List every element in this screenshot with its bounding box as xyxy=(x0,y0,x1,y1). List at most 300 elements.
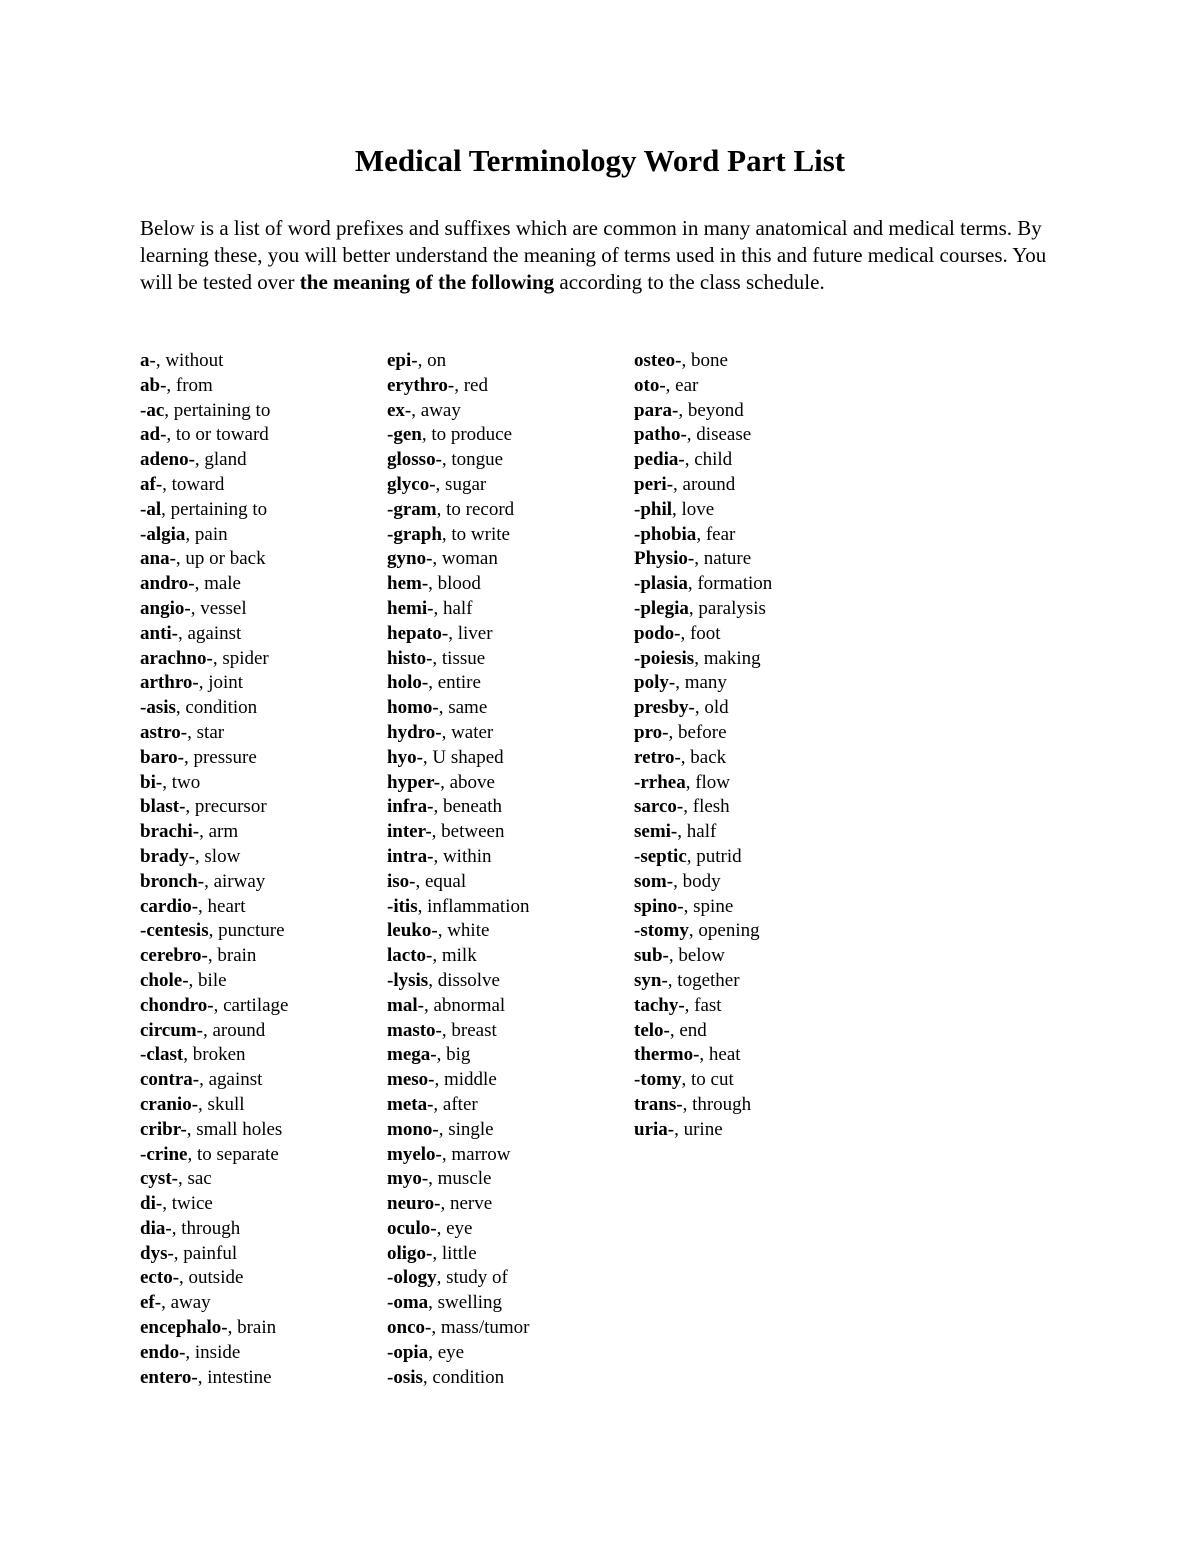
word-part-item xyxy=(387,969,530,994)
page-title: Medical Terminology Word Part List xyxy=(354,143,846,178)
word-part-meaning: , marrow xyxy=(441,1143,511,1165)
word-part-meaning: , eye xyxy=(436,1217,473,1239)
word-part-meaning: , disease xyxy=(686,424,752,446)
word-part-term: -clast xyxy=(140,1044,184,1066)
word-part-term: af- xyxy=(140,473,163,495)
word-part-item xyxy=(387,771,530,796)
word-part-term: iso- xyxy=(387,870,416,892)
word-part-meaning: , liver xyxy=(448,622,493,644)
word-part-meaning: , sac xyxy=(177,1168,212,1190)
word-part-term: mono- xyxy=(387,1118,439,1140)
word-part-meaning: , bone xyxy=(681,350,728,371)
word-part-item xyxy=(634,349,772,374)
word-part-meaning: , half xyxy=(677,821,717,843)
word-part-item xyxy=(634,820,772,845)
word-part-item xyxy=(387,1366,530,1391)
word-part-item xyxy=(634,1093,772,1118)
word-part-meaning: , white xyxy=(437,920,490,942)
word-part-meaning: , water xyxy=(441,721,494,743)
word-part-term: osteo- xyxy=(634,350,682,371)
word-part-item xyxy=(634,919,772,944)
word-part-item xyxy=(387,423,530,448)
word-part-term: -asis xyxy=(140,697,176,719)
word-part-meaning: , blood xyxy=(428,573,481,595)
word-part-term: baro- xyxy=(140,746,184,768)
word-part-term: sub- xyxy=(634,945,669,967)
word-part-term: chole- xyxy=(140,969,189,991)
word-part-meaning: , before xyxy=(668,721,727,743)
word-part-item xyxy=(387,696,530,721)
word-part-meaning: , woman xyxy=(432,548,498,570)
word-part-meaning: , two xyxy=(162,771,201,793)
word-part-item xyxy=(140,1093,288,1118)
word-part-meaning: , love xyxy=(672,498,715,520)
word-part-term: contra- xyxy=(140,1069,200,1091)
word-part-meaning: , inside xyxy=(185,1341,241,1363)
word-part-term: onco- xyxy=(387,1317,432,1339)
word-part-term: circum- xyxy=(140,1019,203,1041)
word-part-meaning: , between xyxy=(431,821,505,843)
word-part-item xyxy=(387,1242,530,1267)
word-part-meaning: , equal xyxy=(415,870,467,892)
word-part-meaning: , up or back xyxy=(175,548,266,570)
word-part-term: ana- xyxy=(140,548,176,570)
word-part-meaning: , away xyxy=(161,1292,211,1314)
word-part-meaning: , pertaining to xyxy=(161,498,268,520)
word-part-term: dia- xyxy=(140,1217,172,1239)
word-part-item xyxy=(140,399,288,424)
word-part-term: di- xyxy=(140,1193,163,1215)
word-part-term: poly- xyxy=(634,672,676,694)
word-part-meaning: , eye xyxy=(428,1341,465,1363)
word-part-item xyxy=(140,374,288,399)
word-part-meaning: , abnormal xyxy=(423,994,506,1016)
word-part-term: intra- xyxy=(387,845,434,867)
word-part-meaning: , against xyxy=(178,622,242,644)
word-part-meaning: , inflammation xyxy=(417,895,530,917)
word-part-item xyxy=(387,374,530,399)
word-part-meaning: , slow xyxy=(194,845,241,867)
word-part-term: oculo- xyxy=(387,1217,437,1239)
word-part-item xyxy=(387,1316,530,1341)
word-part-term: uria- xyxy=(634,1118,675,1140)
word-part-item xyxy=(634,696,772,721)
word-part-item xyxy=(140,895,288,920)
word-part-item xyxy=(387,795,530,820)
word-part-item xyxy=(387,1291,530,1316)
word-part-item xyxy=(140,1118,288,1143)
word-part-term: meta- xyxy=(387,1093,434,1115)
word-part-item xyxy=(140,696,288,721)
word-part-term: neuro- xyxy=(387,1193,441,1215)
word-part-term: meso- xyxy=(387,1069,435,1091)
word-part-meaning: , formation xyxy=(687,573,773,595)
word-part-meaning: , tongue xyxy=(441,449,504,471)
word-part-term: -stomy xyxy=(634,920,689,942)
word-part-item xyxy=(634,771,772,796)
word-part-item xyxy=(634,647,772,672)
word-part-meaning: , mass/tumor xyxy=(431,1317,530,1339)
word-part-item xyxy=(387,622,530,647)
word-part-term: -ology xyxy=(387,1267,437,1289)
word-part-term: bi- xyxy=(140,771,163,793)
word-part-item xyxy=(634,523,772,548)
word-part-item xyxy=(140,1043,288,1068)
word-part-term: blast- xyxy=(140,796,186,818)
word-part-item xyxy=(140,1217,288,1242)
word-part-item xyxy=(387,1019,530,1044)
word-part-item xyxy=(634,498,772,523)
word-part-term: histo- xyxy=(387,647,433,669)
word-part-meaning: , against xyxy=(199,1069,263,1091)
word-part-meaning: , U shaped xyxy=(422,746,504,768)
word-part-item xyxy=(140,1341,288,1366)
word-part-term: astro- xyxy=(140,721,188,743)
word-part-term: -crine xyxy=(140,1143,188,1165)
word-part-item xyxy=(140,423,288,448)
word-part-term: anti- xyxy=(140,622,178,644)
word-part-meaning: , on xyxy=(417,350,447,371)
word-part-term: gyno- xyxy=(387,548,433,570)
word-part-meaning: , to produce xyxy=(421,424,513,446)
word-part-term: ef- xyxy=(140,1292,162,1314)
word-part-term: para- xyxy=(634,399,679,421)
word-part-term: oligo- xyxy=(387,1242,433,1264)
word-part-item xyxy=(634,597,772,622)
word-part-item xyxy=(387,1043,530,1068)
word-part-meaning: , ear xyxy=(665,374,699,396)
word-part-item xyxy=(634,944,772,969)
intro-paragraph xyxy=(140,215,1070,296)
word-part-meaning: , to record xyxy=(436,498,515,520)
word-part-term: thermo- xyxy=(634,1044,700,1066)
word-part-item xyxy=(140,746,288,771)
word-part-meaning: , tissue xyxy=(432,647,486,669)
word-part-meaning: , entire xyxy=(428,672,481,694)
word-part-meaning: , bile xyxy=(188,969,227,991)
word-part-item xyxy=(634,895,772,920)
word-part-term: masto- xyxy=(387,1019,442,1041)
word-part-term: myo- xyxy=(387,1168,429,1190)
word-part-term: andro- xyxy=(140,573,195,595)
word-part-term: -algia xyxy=(140,523,186,545)
word-part-item xyxy=(140,523,288,548)
word-part-term: sarco- xyxy=(634,796,684,818)
word-part-item xyxy=(387,473,530,498)
word-part-meaning: , below xyxy=(668,945,725,967)
word-part-item xyxy=(387,820,530,845)
word-part-item xyxy=(387,1093,530,1118)
word-part-meaning: , arm xyxy=(199,821,239,843)
word-part-term: -gram xyxy=(387,498,437,520)
word-part-item xyxy=(387,994,530,1019)
word-part-item xyxy=(634,473,772,498)
word-part-item xyxy=(140,1019,288,1044)
word-part-meaning: , precursor xyxy=(185,796,267,818)
word-part-meaning: , together xyxy=(667,969,740,991)
word-part-term: infra- xyxy=(387,796,434,818)
word-part-term: hyo- xyxy=(387,746,423,768)
word-part-meaning: , dissolve xyxy=(428,969,500,991)
word-part-term: pedia- xyxy=(634,449,685,471)
word-part-meaning: , brain xyxy=(227,1317,277,1339)
word-part-item xyxy=(387,572,530,597)
word-part-term: glyco- xyxy=(387,473,436,495)
word-part-item xyxy=(634,1068,772,1093)
word-part-item xyxy=(140,994,288,1019)
word-part-meaning: , spine xyxy=(683,895,734,917)
word-part-item xyxy=(140,969,288,994)
word-part-meaning: , to separate xyxy=(187,1143,279,1165)
word-part-item xyxy=(387,746,530,771)
word-part-item xyxy=(634,1043,772,1068)
word-part-column-1 xyxy=(140,349,288,1390)
word-part-item xyxy=(634,1118,772,1143)
word-part-term: -opia xyxy=(387,1341,429,1363)
word-part-meaning: , beneath xyxy=(433,796,503,818)
word-part-item xyxy=(387,349,530,374)
word-part-item xyxy=(387,399,530,424)
word-part-item xyxy=(387,647,530,672)
word-part-meaning: , to write xyxy=(441,523,510,545)
word-part-meaning: , to cut xyxy=(681,1069,734,1091)
word-part-item xyxy=(387,448,530,473)
word-part-item xyxy=(634,572,772,597)
word-part-term: angio- xyxy=(140,597,191,619)
word-part-item xyxy=(140,944,288,969)
word-part-term: encephalo- xyxy=(140,1317,228,1339)
word-part-meaning: , intestine xyxy=(197,1366,272,1388)
word-part-term: patho- xyxy=(634,424,687,446)
word-part-term: -centesis xyxy=(140,920,209,942)
word-part-meaning: , condition xyxy=(175,697,258,719)
word-part-term: mega- xyxy=(387,1044,437,1066)
word-part-term: dys- xyxy=(140,1242,174,1264)
word-part-item xyxy=(387,1068,530,1093)
word-part-term: Physio- xyxy=(634,548,695,570)
word-part-meaning: , child xyxy=(684,449,733,471)
word-part-meaning: , small holes xyxy=(186,1118,283,1140)
word-part-term: myelo- xyxy=(387,1143,442,1165)
word-part-item xyxy=(140,845,288,870)
word-part-item xyxy=(387,523,530,548)
word-part-meaning: , fear xyxy=(696,523,736,545)
word-part-meaning: , brain xyxy=(207,945,257,967)
word-part-meaning: , study of xyxy=(436,1267,508,1289)
word-part-meaning: , opening xyxy=(688,920,760,942)
word-part-meaning: , painful xyxy=(173,1242,238,1264)
word-part-meaning: , toward xyxy=(162,473,225,495)
word-part-meaning: , airway xyxy=(204,870,266,892)
word-part-item xyxy=(140,721,288,746)
word-part-term: arachno- xyxy=(140,647,213,669)
word-part-meaning: , end xyxy=(669,1019,707,1041)
word-part-item xyxy=(140,572,288,597)
word-part-meaning: , male xyxy=(194,573,241,595)
word-part-item xyxy=(140,547,288,572)
word-part-meaning: , through xyxy=(171,1217,241,1239)
intro-emphasis: the meaning of the following xyxy=(299,270,555,294)
word-part-item xyxy=(634,448,772,473)
word-part-item xyxy=(634,845,772,870)
word-part-meaning: , little xyxy=(432,1242,477,1264)
word-part-term: holo- xyxy=(387,672,429,694)
word-part-meaning: , away xyxy=(411,399,461,421)
word-part-item xyxy=(140,919,288,944)
word-part-term: -al xyxy=(140,498,162,520)
word-part-term: cardio- xyxy=(140,895,199,917)
word-part-term: -itis xyxy=(387,895,418,917)
word-part-item xyxy=(387,1192,530,1217)
word-part-meaning: , star xyxy=(187,721,225,743)
word-part-meaning: , around xyxy=(202,1019,266,1041)
word-part-meaning: , condition xyxy=(422,1366,505,1388)
word-part-term: hydro- xyxy=(387,721,442,743)
word-part-term: tachy- xyxy=(634,994,685,1016)
word-part-meaning: , red xyxy=(454,374,488,396)
word-part-term: homo- xyxy=(387,697,439,719)
word-part-meaning: , through xyxy=(682,1093,752,1115)
word-part-meaning: , to or toward xyxy=(166,424,269,446)
word-part-meaning: , around xyxy=(673,473,736,495)
word-part-item xyxy=(140,1316,288,1341)
word-part-term: som- xyxy=(634,870,674,892)
word-part-term: retro- xyxy=(634,746,681,768)
word-part-item xyxy=(140,795,288,820)
word-part-term: glosso- xyxy=(387,449,442,471)
word-part-term: hyper- xyxy=(387,771,441,793)
word-part-meaning: , puncture xyxy=(208,920,285,942)
word-part-item xyxy=(140,647,288,672)
word-part-meaning: , flow xyxy=(685,771,731,793)
word-part-meaning: , back xyxy=(680,746,727,768)
word-part-term: cribr- xyxy=(140,1118,187,1140)
word-part-item xyxy=(140,448,288,473)
word-part-meaning: , skull xyxy=(198,1093,245,1115)
word-part-item xyxy=(634,746,772,771)
word-part-meaning: , flesh xyxy=(683,796,730,818)
word-part-item xyxy=(634,374,772,399)
word-part-meaning: , from xyxy=(166,374,213,396)
word-part-term: pro- xyxy=(634,721,669,743)
word-part-meaning: , outside xyxy=(179,1267,244,1289)
word-part-meaning: , pressure xyxy=(183,746,257,768)
word-part-meaning: , making xyxy=(694,647,761,669)
word-part-meaning: , spider xyxy=(212,647,269,669)
word-part-item xyxy=(387,1266,530,1291)
word-part-term: a- xyxy=(140,350,156,371)
word-part-term: spino- xyxy=(634,895,684,917)
word-part-term: -graph xyxy=(387,523,442,545)
word-part-item xyxy=(387,671,530,696)
word-part-item xyxy=(634,423,772,448)
word-part-term: -phobia xyxy=(634,523,697,545)
word-part-meaning: , old xyxy=(694,697,729,719)
word-part-item xyxy=(140,349,288,374)
word-part-meaning: , swelling xyxy=(428,1292,503,1314)
word-part-item xyxy=(634,547,772,572)
word-part-item xyxy=(634,721,772,746)
word-part-meaning: , same xyxy=(438,697,488,719)
word-part-term: -septic xyxy=(634,845,687,867)
word-part-item xyxy=(140,473,288,498)
word-part-term: -gen xyxy=(387,424,422,446)
word-part-item xyxy=(634,399,772,424)
word-part-item xyxy=(634,994,772,1019)
word-part-term: hemi- xyxy=(387,597,434,619)
word-part-term: -ac xyxy=(140,399,165,421)
word-part-item xyxy=(634,795,772,820)
intro-text-end: according to the class schedule. xyxy=(554,270,825,294)
word-part-item xyxy=(140,870,288,895)
word-part-meaning: , sugar xyxy=(435,473,487,495)
word-part-item xyxy=(634,671,772,696)
word-part-item xyxy=(140,1167,288,1192)
word-part-meaning: , without xyxy=(155,350,224,371)
word-part-term: trans- xyxy=(634,1093,683,1115)
word-part-item xyxy=(387,944,530,969)
word-part-item xyxy=(140,498,288,523)
word-part-meaning: , breast xyxy=(441,1019,497,1041)
word-part-term: -poiesis xyxy=(634,647,695,669)
word-part-item xyxy=(140,1068,288,1093)
word-part-item xyxy=(140,597,288,622)
word-part-meaning: , urine xyxy=(674,1118,723,1140)
word-part-item xyxy=(387,895,530,920)
word-part-term: endo- xyxy=(140,1341,186,1363)
word-part-meaning: , broken xyxy=(183,1044,246,1066)
word-part-term: arthro- xyxy=(140,672,199,694)
word-part-term: syn- xyxy=(634,969,668,991)
word-part-item xyxy=(387,1217,530,1242)
word-part-item xyxy=(387,547,530,572)
word-part-term: -tomy xyxy=(634,1069,682,1091)
word-part-meaning: , big xyxy=(436,1044,471,1066)
word-part-term: entero- xyxy=(140,1366,198,1388)
word-part-term: lacto- xyxy=(387,945,433,967)
word-part-meaning: , putrid xyxy=(686,845,742,867)
intro-text: Below is a list of word prefixes and suffixes which are common in many anatomical and medical terms. By learning these, you will better understand the meaning of terms used in this and future medical courses. You will be tested over xyxy=(140,216,1047,294)
word-part-item xyxy=(140,771,288,796)
word-part-term: brachi- xyxy=(140,821,200,843)
word-part-term: cyst- xyxy=(140,1168,178,1190)
word-part-meaning: , fast xyxy=(684,994,722,1016)
word-part-meaning: , heat xyxy=(699,1044,741,1066)
word-part-item xyxy=(634,622,772,647)
word-part-term: mal- xyxy=(387,994,424,1016)
word-part-term: hem- xyxy=(387,573,429,595)
word-part-meaning: , muscle xyxy=(428,1168,492,1190)
word-part-meaning: , beyond xyxy=(678,399,744,421)
word-part-term: -osis xyxy=(387,1366,423,1388)
word-part-term: inter- xyxy=(387,821,432,843)
word-part-meaning: , paralysis xyxy=(688,597,766,619)
word-part-term: cranio- xyxy=(140,1093,199,1115)
word-part-term: epi- xyxy=(387,350,418,371)
word-part-meaning: , twice xyxy=(162,1193,213,1215)
word-part-term: adeno- xyxy=(140,449,195,471)
word-part-item xyxy=(140,820,288,845)
word-part-meaning: , vessel xyxy=(190,597,247,619)
word-part-term: ad- xyxy=(140,424,167,446)
word-part-meaning: , cartilage xyxy=(213,994,289,1016)
word-part-meaning: , heart xyxy=(198,895,246,917)
word-part-column-3 xyxy=(634,349,772,1143)
word-part-item xyxy=(140,622,288,647)
word-part-meaning: , joint xyxy=(198,672,244,694)
word-part-item xyxy=(140,1266,288,1291)
word-part-item xyxy=(387,1341,530,1366)
